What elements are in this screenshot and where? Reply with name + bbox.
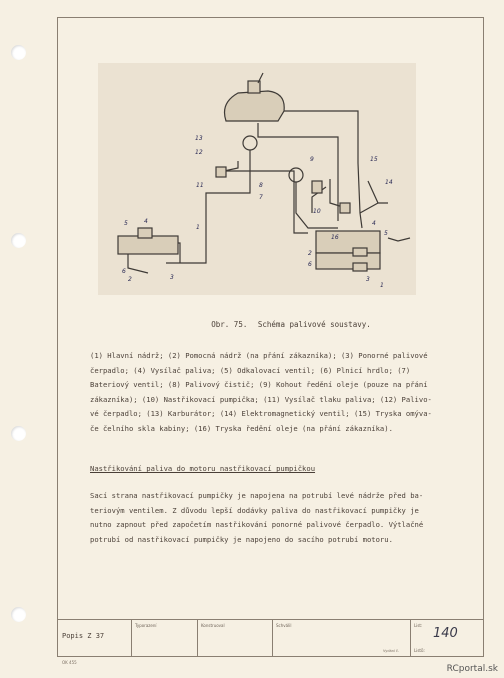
typ-label: Typorazení [135,623,157,628]
punch-hole [11,45,26,60]
label-8: 8 [259,182,263,189]
label-10: 10 [313,208,321,215]
schvalil-label: Schválil [276,623,292,628]
konstruoval-label: Konstruoval [201,623,225,628]
small-note: Vydání č. [383,649,400,653]
punch-hole [11,607,26,622]
label-9: 9 [310,156,314,163]
label-12: 12 [195,149,203,156]
doc-code: Popis Z 37 [62,632,105,640]
label-2: 2 [308,250,312,257]
title-block [57,619,484,657]
label-4: 4 [144,218,148,225]
label-1: 1 [196,224,200,231]
label-3: 3 [170,274,174,281]
label-6: 6 [308,261,312,268]
figure-caption [0,320,504,329]
print-code: OK 455 [62,660,77,665]
label-5: 5 [124,220,128,227]
label-13: 13 [195,135,203,142]
label-11: 11 [196,182,204,189]
label-1: 1 [380,282,384,289]
list-label: List: [414,623,423,628]
tb-schvalil-cell [273,620,411,657]
tb-konstruoval-cell [198,620,273,657]
watermark: RCportal.sk [446,664,498,674]
label-7: 7 [259,194,263,201]
listu-label: Listů: [414,648,425,653]
body-paragraph: Sací strana nastřikovací pumpičky je napojena na potrubí levé nádrže před ba- teriovým ventilem. Z důvodu lepší dodávky paliva do nastřikovací pumpičky je nutno zapnout před započetím nastřikování ponorné palivové čerpadlo. Výtlačné potrubí od nastřikovací pumpičky je napojeno do sacího potrubí motoru. [90,491,424,544]
tb-list-cell [411,620,484,657]
section-title: Nastřikování paliva do motoru nastřikovací pumpičkou [90,464,316,473]
label-6: 6 [122,268,126,275]
diagram-drawing [98,63,416,295]
caption-text: Schéma palivové soustavy. [257,320,371,329]
legend-text: (1) Hlavní nádrž; (2) Pomocná nádrž (na přání zákazníka); (3) Ponorné palivové čerpadlo; (4) Vysílač paliva; (5) Odkalovací ventil; (6) Plnicí hrdlo; (7) Bateriový ventil; (8) Palivový čistič; (9) Kohout ředění oleje (pouze na přání zákazníka); (10) Nastřikovací pumpička; (11) Vysílač tlaku paliva; (12) Palivo- vé čerpadlo; (13) Karburátor; (14) Elektromagnetický ventil; (15) Tryska omýva- če čelního skla kabiny; (16) Tryska ředění oleje (na přání zákazníka). [90,351,432,433]
punch-hole [11,233,26,248]
label-2: 2 [128,276,132,283]
label-16: 16 [331,234,339,241]
label-5: 5 [384,230,388,237]
tb-typ-cell [132,620,198,657]
fuel-system-diagram [98,63,416,295]
label-14: 14 [385,179,393,186]
list-value: 140 [433,626,458,641]
caption-number: Obr. 75. [211,320,248,329]
label-3: 3 [366,276,370,283]
punch-hole [11,426,26,441]
label-15: 15 [370,156,378,163]
tb-doc-code-cell [57,620,132,657]
label-4: 4 [372,220,376,227]
